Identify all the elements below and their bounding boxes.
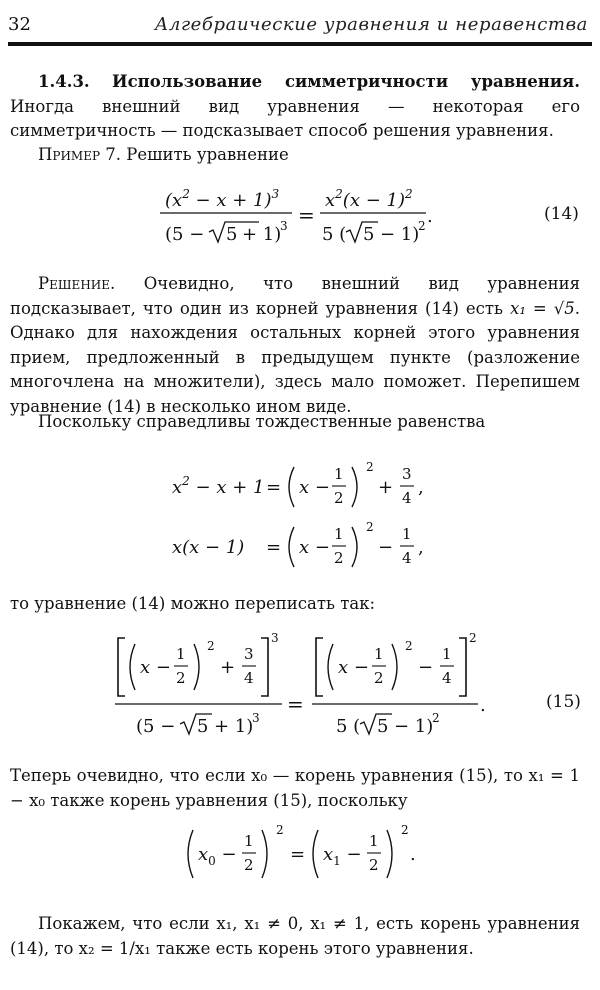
svg-text:(5 −: (5 − — [136, 716, 176, 737]
svg-text:5 (: 5 ( — [322, 224, 347, 245]
svg-text:2: 2 — [334, 549, 344, 567]
svg-text:+ 1): + 1) — [214, 716, 254, 737]
equation-14-number: (14) — [544, 204, 579, 224]
svg-text:1: 1 — [374, 645, 384, 663]
svg-text:2: 2 — [366, 460, 374, 474]
svg-text:x(x − 1): x(x − 1) — [172, 537, 245, 558]
svg-text:.: . — [410, 844, 416, 865]
svg-text:5: 5 — [226, 224, 238, 245]
svg-text:3: 3 — [244, 645, 254, 663]
svg-text:2: 2 — [469, 631, 477, 645]
svg-text:2: 2 — [374, 669, 384, 687]
svg-text:=: = — [298, 203, 315, 227]
example-statement — [10, 143, 580, 168]
svg-text:1: 1 — [402, 525, 412, 543]
svg-text:x1 −: $x_1$ − — [323, 844, 362, 868]
svg-text:2: 2 — [334, 489, 344, 507]
show-text: Покажем, что если x₁, x₁ ≠ 0, x₁ ≠ 1, есть корень уравнения (14), то x₂ = 1/x₁ также есть корень этого уравнения. — [10, 914, 580, 958]
svg-text:3: 3 — [280, 219, 288, 233]
svg-text:(5 −: (5 − — [165, 224, 205, 245]
svg-text:1: 1 — [442, 645, 452, 663]
svg-text:=: = — [290, 844, 306, 865]
svg-text:2: 2 — [432, 711, 440, 725]
svg-text:− 1): − 1) — [394, 716, 434, 737]
solution-text-1: Очевидно, что внешний вид уравнения подсказывает, что один из корней уравнения (14) есть — [10, 274, 580, 318]
svg-text:5 (: 5 ( — [336, 716, 361, 737]
section-title: Использование симметричности уравнения. — [112, 72, 580, 91]
page-number: 32 — [8, 14, 31, 35]
svg-text:.: . — [427, 206, 433, 227]
header-rule — [8, 42, 592, 46]
svg-text:4: 4 — [442, 669, 452, 687]
svg-text:x −: x − — [299, 537, 330, 558]
svg-text:4: 4 — [402, 549, 412, 567]
svg-text:2: 2 — [276, 823, 284, 837]
svg-text:2: 2 — [207, 639, 215, 653]
svg-text:,: , — [418, 537, 424, 558]
svg-text:3: 3 — [271, 631, 279, 645]
svg-text:5: 5 — [363, 224, 375, 245]
svg-text:2: 2 — [418, 219, 426, 233]
svg-text:4: 4 — [244, 669, 254, 687]
svg-text:5: 5 — [197, 716, 209, 737]
svg-text:4: 4 — [402, 489, 412, 507]
now-obvious-paragraph — [10, 764, 580, 813]
rewrite-intro-text: то уравнение (14) можно переписать так: — [10, 594, 376, 613]
svg-text:x2 − x + 1: $x^2 - x + 1$ — [172, 474, 265, 498]
svg-text:1: 1 — [334, 525, 344, 543]
svg-text:+: + — [220, 657, 236, 678]
svg-text:1: 1 — [369, 832, 379, 850]
svg-text:+: + — [378, 477, 394, 498]
section-intro-text: Иногда внешний вид уравнения — некоторая его симметричность — подсказывает способ решения уравнения. — [10, 96, 580, 141]
svg-text:+ 1): + 1) — [242, 224, 282, 245]
svg-text:x2(x − 1)2: $x^2(x - 1)^2$ — [325, 187, 413, 211]
equation-14 — [0, 180, 600, 252]
svg-text:3: 3 — [252, 711, 260, 725]
svg-text:=: = — [266, 477, 282, 498]
solution-label: Решение. — [38, 274, 116, 293]
section-number: 1.4.3. — [38, 72, 90, 91]
equation-15-number: (15) — [546, 692, 581, 712]
svg-text:− 1): − 1) — [380, 224, 420, 245]
svg-text:x −: x − — [338, 657, 369, 678]
running-title: Алгебраические уравнения и неравенства — [154, 14, 588, 35]
rewrite-intro — [10, 592, 580, 617]
svg-text:2: 2 — [401, 823, 409, 837]
svg-text:2: 2 — [176, 669, 186, 687]
svg-text:2: 2 — [366, 520, 374, 534]
svg-text:x0 −: $x_0$ − — [198, 844, 237, 868]
svg-text:−: − — [418, 657, 434, 678]
symmetry-equation — [0, 822, 600, 886]
equation-15 — [0, 628, 600, 750]
svg-text:x −: x − — [299, 477, 330, 498]
svg-text:=: = — [266, 537, 282, 558]
svg-text:1: 1 — [244, 832, 254, 850]
example-label: Пример 7. — [38, 145, 122, 164]
svg-text:5: 5 — [377, 716, 389, 737]
now-obvious-text: Теперь очевидно, что если x₀ — корень уравнения (15), то x₁ = 1 − x₀ также корень уравнения (15), поскольку — [10, 766, 580, 810]
svg-text:(x2 − x + 1)3: $(x^2 - x + 1)^3$ — [165, 187, 280, 211]
svg-text:3: 3 — [402, 465, 412, 483]
svg-text:.: . — [480, 695, 486, 716]
svg-text:1: 1 — [334, 465, 344, 483]
show-paragraph — [10, 912, 580, 961]
svg-text:x −: x − — [140, 657, 171, 678]
solution-paragraph — [10, 272, 580, 420]
svg-text:,: , — [418, 477, 424, 498]
svg-text:2: 2 — [405, 639, 413, 653]
solution-root: x₁ = √5 — [510, 298, 575, 318]
solution-text-2: . Однако для нахождения остальных корней этого уравнения прием, предложенный в предыдущем пункте (разложение многочлена на множители), здесь мало поможет. Перепишем уравнение (14) в несколько ином виде. — [10, 298, 581, 416]
identities-equations — [0, 455, 600, 577]
example-task: Решить уравнение — [126, 145, 289, 164]
svg-text:=: = — [287, 692, 304, 716]
svg-text:2: 2 — [244, 856, 254, 874]
identities-intro-text: Поскольку справедливы тождественные равенства — [38, 412, 486, 431]
section-intro — [10, 70, 580, 144]
identities-intro — [10, 410, 580, 435]
svg-text:−: − — [378, 537, 394, 558]
svg-text:2: 2 — [369, 856, 379, 874]
svg-text:1: 1 — [176, 645, 186, 663]
